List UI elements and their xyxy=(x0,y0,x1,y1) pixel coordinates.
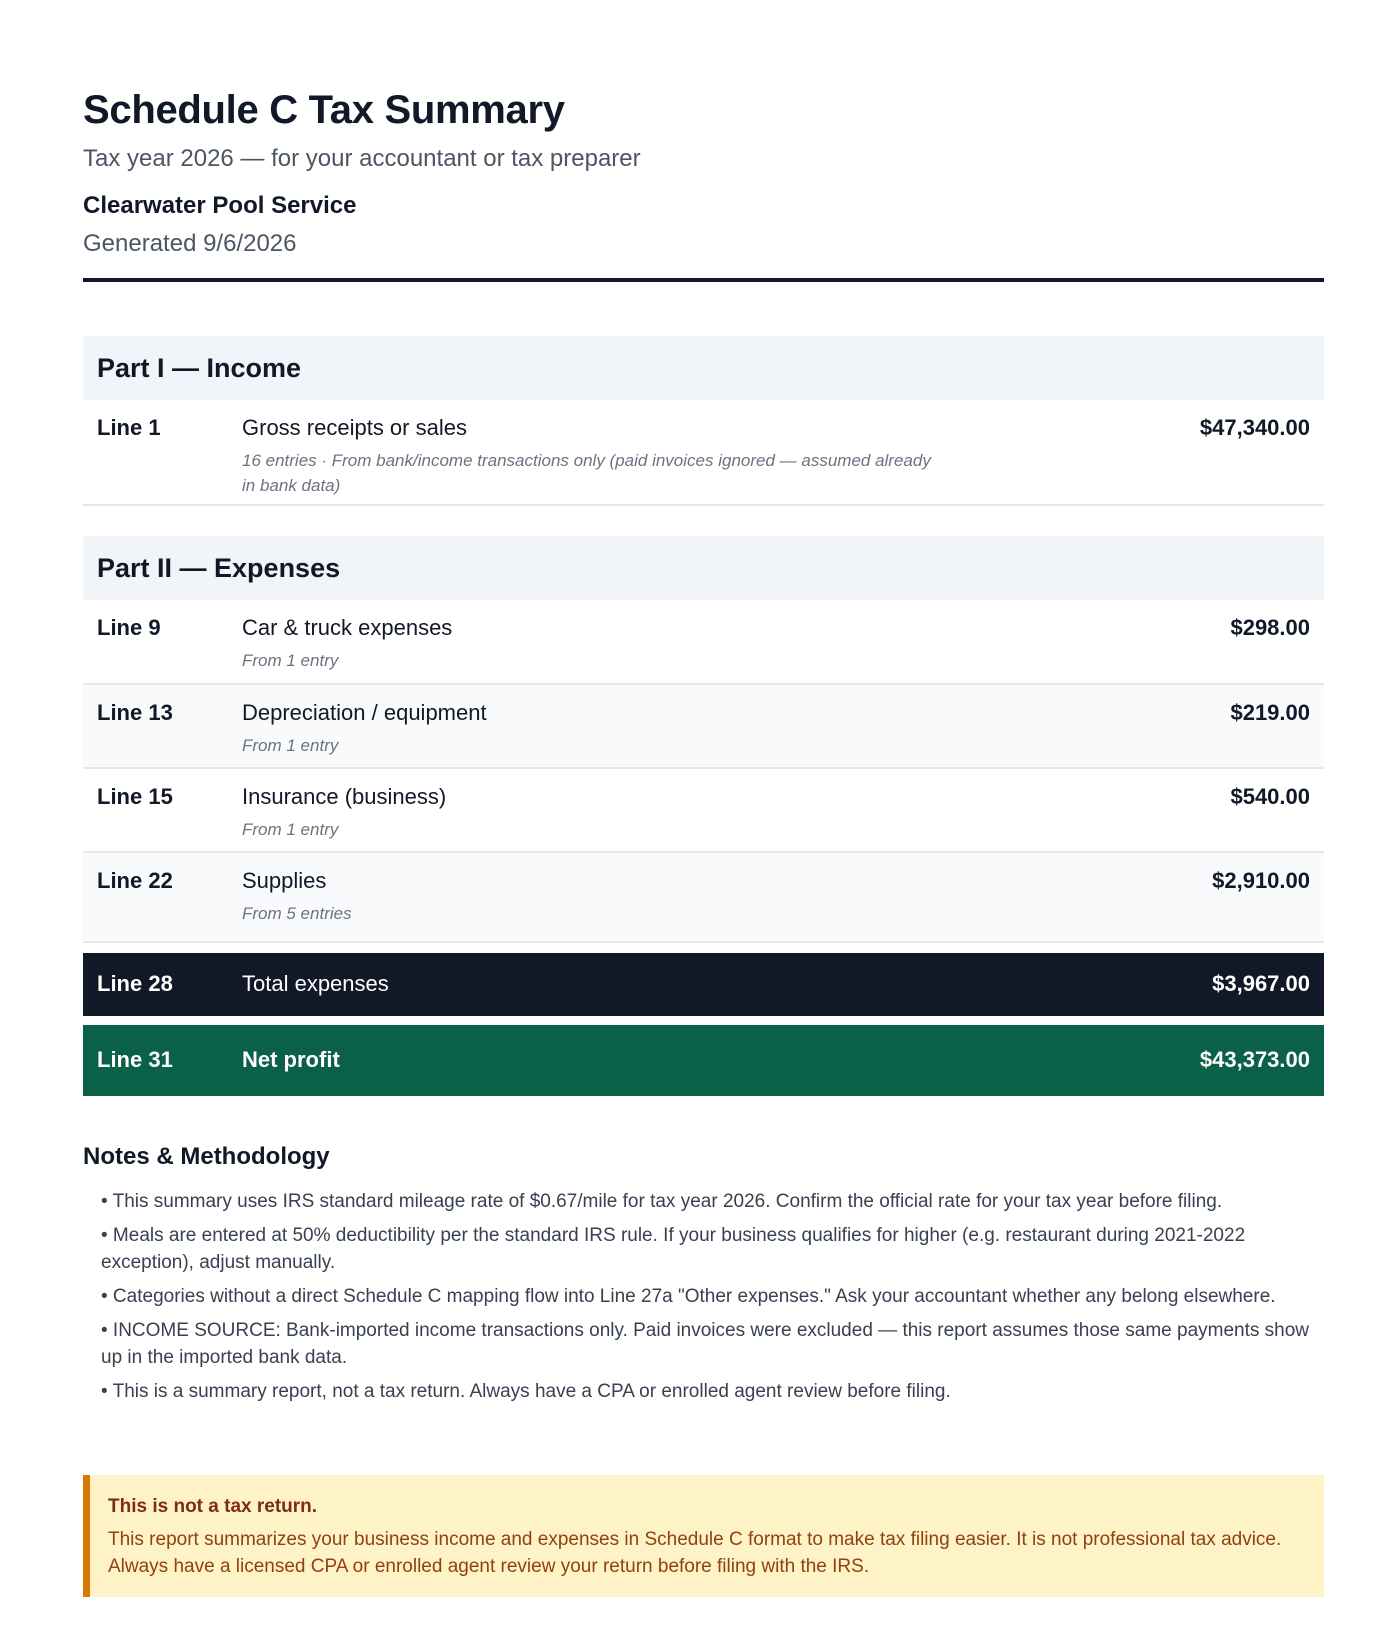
part2-heading-bar xyxy=(83,536,1324,600)
line-note: From 1 entry xyxy=(242,820,339,839)
total-expenses-amount: $3,967.00 xyxy=(1212,971,1310,996)
line-number: Line 28 xyxy=(97,971,173,996)
line-description: Supplies xyxy=(242,868,327,893)
line-amount: $219.00 xyxy=(1230,700,1310,725)
line-number: Line 1 xyxy=(97,415,161,440)
disclaimer-title: This is not a tax return. xyxy=(108,1496,318,1517)
line-amount: $47,340.00 xyxy=(1199,415,1310,440)
disclaimer-callout xyxy=(83,1475,1324,1597)
line-amount: $540.00 xyxy=(1230,784,1310,809)
line-description: Depreciation / equipment xyxy=(242,700,487,725)
net-profit-amount: $43,373.00 xyxy=(1199,1047,1310,1072)
line-number: Line 22 xyxy=(97,868,173,893)
line-amount: $2,910.00 xyxy=(1212,868,1310,893)
note-item: • Categories without a direct Schedule C mapping flow into Line 27a "Other expenses." Ask your accountant whether any belong elsewhere. xyxy=(101,1286,1276,1307)
line-description: Gross receipts or sales xyxy=(242,415,467,440)
line-number: Line 15 xyxy=(97,784,173,809)
part1-heading: Part I — Income xyxy=(97,353,302,383)
net-profit-row xyxy=(83,1025,1324,1096)
line-note: From 5 entries xyxy=(242,904,352,923)
line-note: From 1 entry xyxy=(242,736,339,755)
generated-date: Generated 9/6/2026 xyxy=(83,230,297,257)
table-row-line1 xyxy=(83,400,1324,506)
line-note: From 1 entry xyxy=(242,651,339,670)
line-number: Line 13 xyxy=(97,700,173,725)
part1-heading-bar xyxy=(83,336,1324,400)
page-subtitle: Tax year 2026 — for your accountant or tax preparer xyxy=(83,145,641,172)
line-number: Line 31 xyxy=(97,1047,173,1072)
note-item: • This summary uses IRS standard mileage rate of $0.67/mile for tax year 2026. Confirm the official rate for your tax year before filing. xyxy=(101,1191,1223,1212)
note-item: • INCOME SOURCE: Bank-imported income transactions only. Paid invoices were excluded — this report assumes those same payments show up in the imported bank data. xyxy=(101,1320,1310,1368)
table-row-line22 xyxy=(83,853,1324,943)
note-item: • Meals are entered at 50% deductibility per the standard IRS rule. If your business qualifies for higher (e.g. restaurant during 2021-2022 exception), adjust manually. xyxy=(101,1225,1246,1273)
line-number: Line 9 xyxy=(97,615,161,640)
notes-list xyxy=(101,1188,1326,1412)
line-description: Insurance (business) xyxy=(242,784,447,809)
table-row-line9 xyxy=(83,600,1324,685)
notes-heading: Notes & Methodology xyxy=(83,1143,330,1170)
business-name: Clearwater Pool Service xyxy=(83,192,357,219)
disclaimer-body: This report summarizes your business income and expenses in Schedule C format to make tax filing easier. It is not professional tax advice. Always have a licensed CPA or enrolled agent review your return before filing with the IRS. xyxy=(108,1529,1282,1577)
header-divider xyxy=(83,278,1324,282)
part2-heading: Part II — Expenses xyxy=(97,553,341,583)
note-item: • This is a summary report, not a tax return. Always have a CPA or enrolled agent review before filing. xyxy=(101,1381,951,1402)
table-row-line13 xyxy=(83,685,1324,769)
line-amount: $298.00 xyxy=(1230,615,1310,640)
page-title: Schedule C Tax Summary xyxy=(83,88,565,132)
line-description: Car & truck expenses xyxy=(242,615,453,640)
line-note: 16 entries · From bank/income transactions only (paid invoices ignored — assumed already in bank data) xyxy=(242,451,931,495)
line-description: Total expenses xyxy=(242,971,389,996)
table-row-line15 xyxy=(83,769,1324,853)
total-expenses-row xyxy=(83,953,1324,1016)
line-description: Net profit xyxy=(242,1047,340,1072)
